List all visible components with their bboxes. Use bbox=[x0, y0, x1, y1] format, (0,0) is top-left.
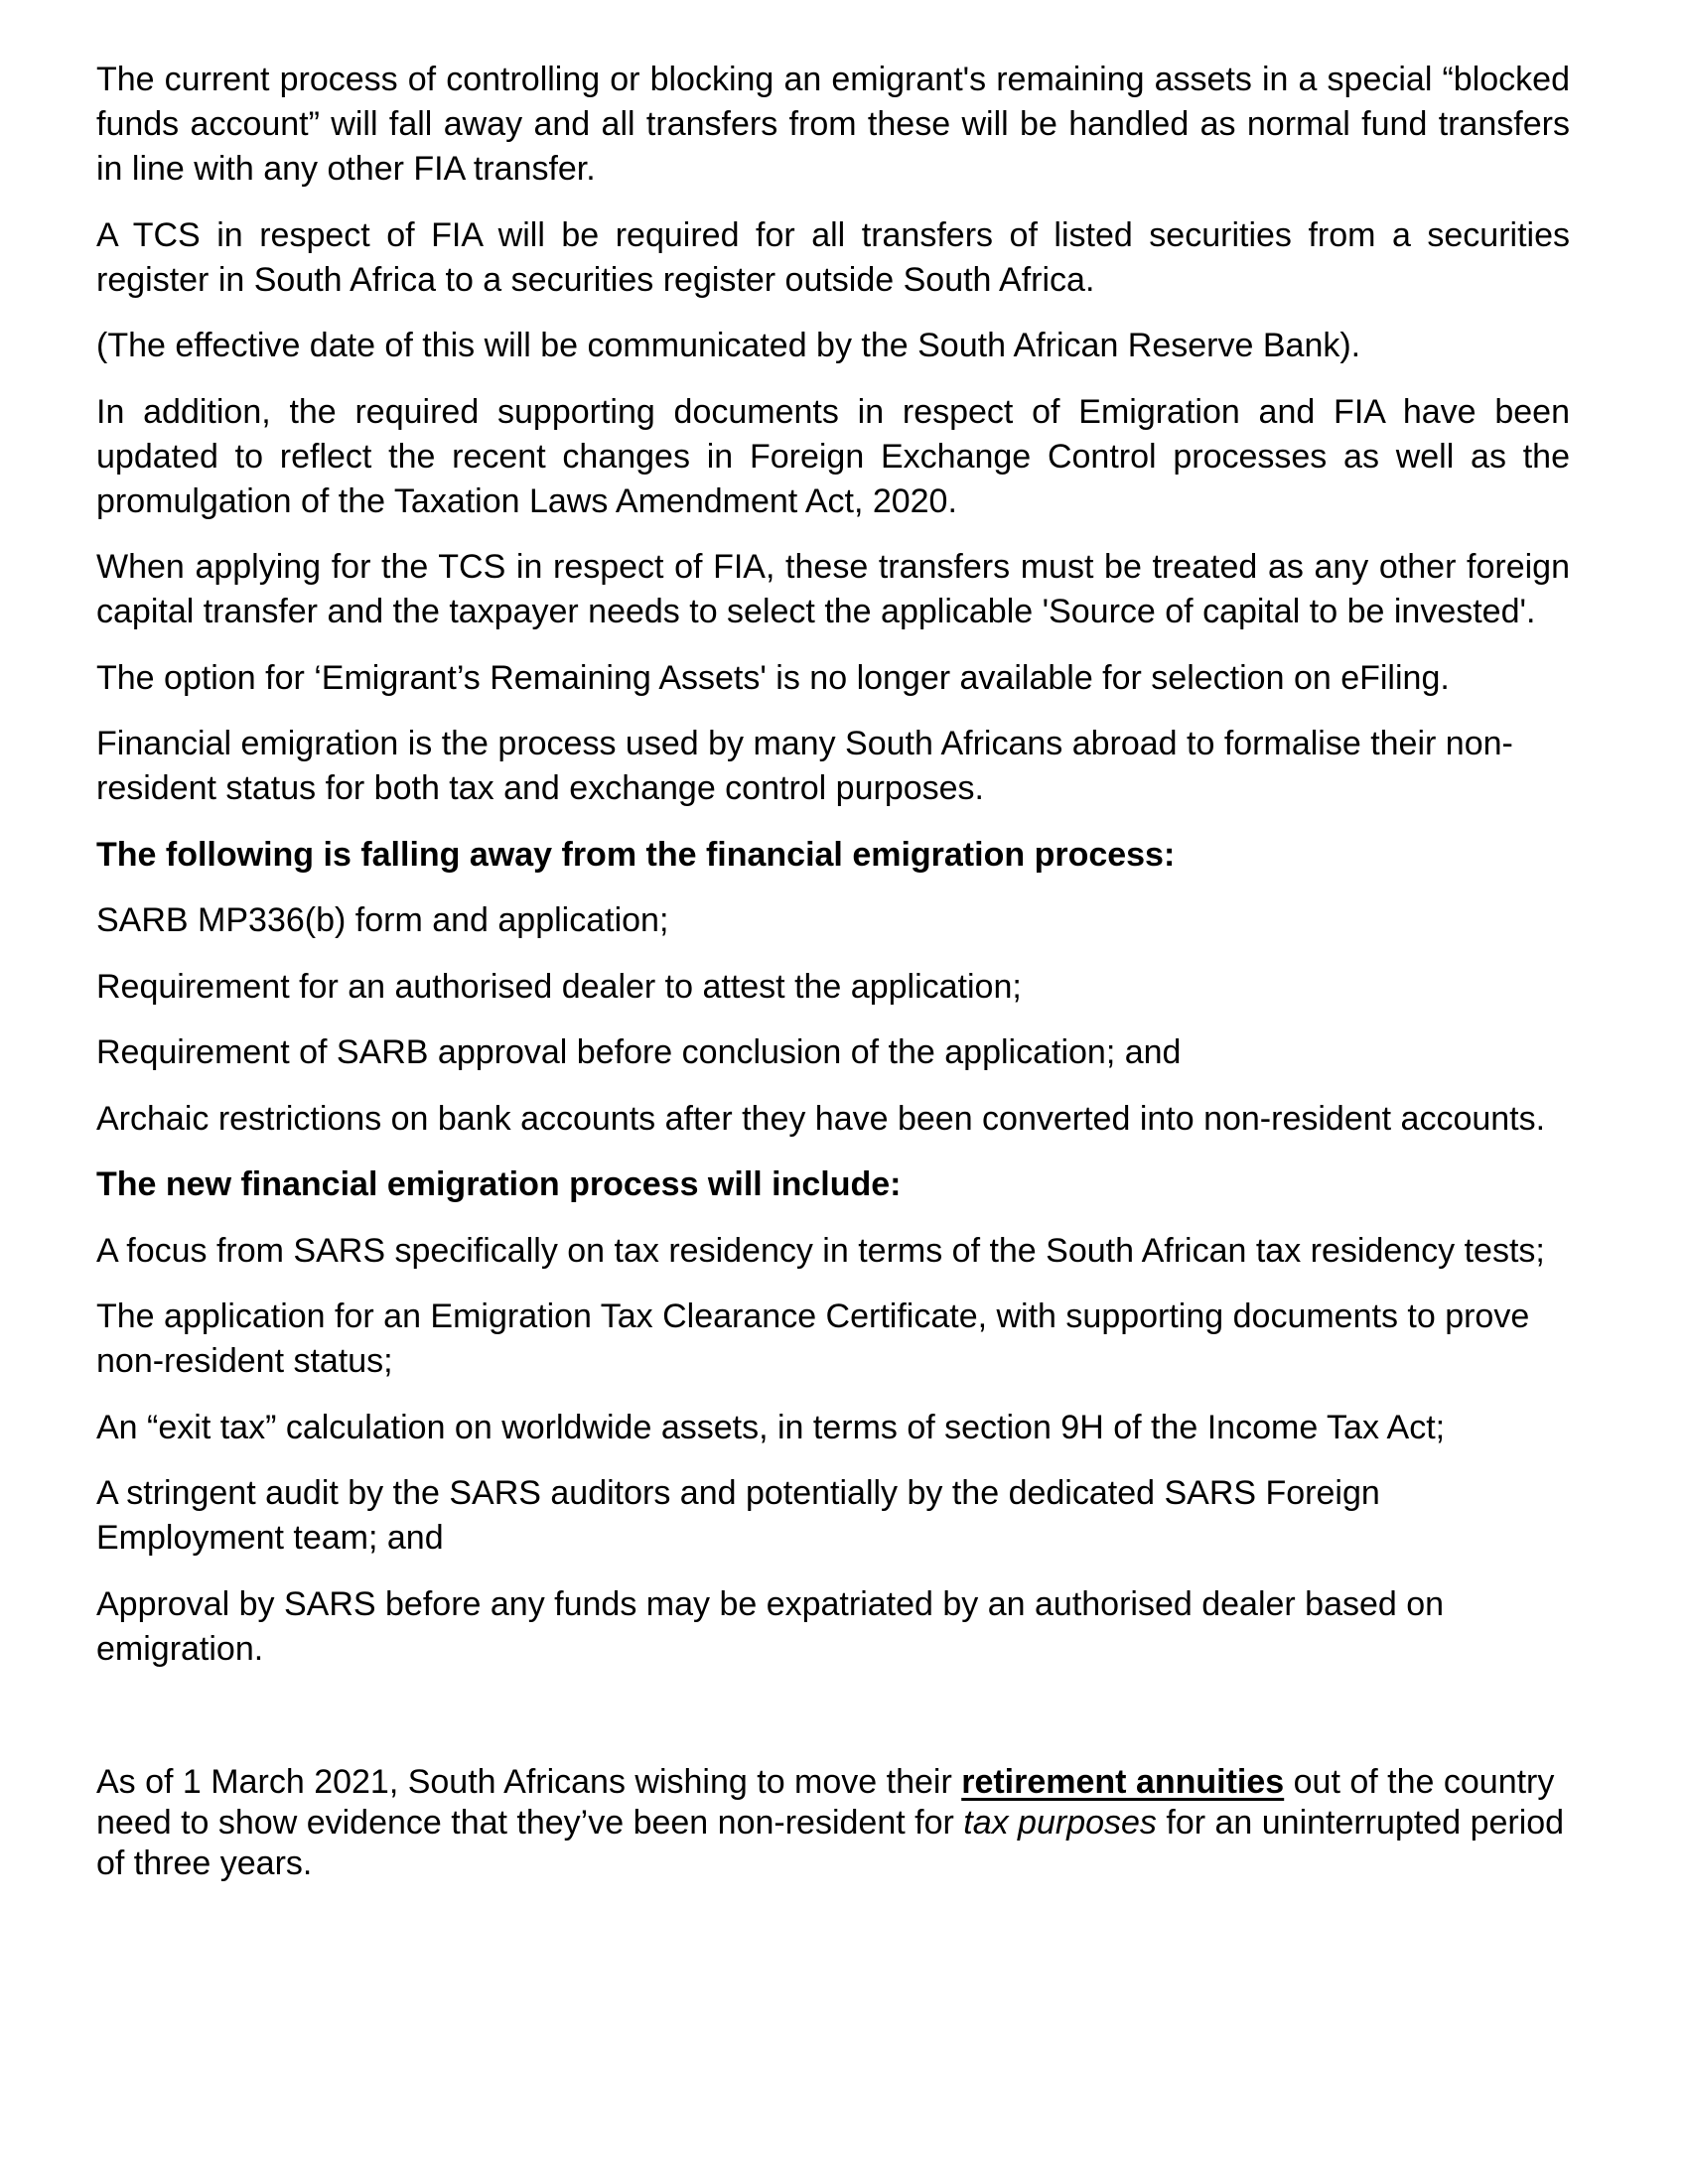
list-item-falling-away: SARB MP336(b) form and application; bbox=[96, 901, 669, 939]
paragraph-financial-emigration: Financial emigration is the process used by many South Africans abroad to formalise their non-resident status for both tax and exchange control purposes. bbox=[96, 725, 1513, 807]
list-item-falling-away: Requirement of SARB approval before conclusion of the application; and bbox=[96, 1033, 1182, 1071]
list-item-new-process: A stringent audit by the SARS auditors and potentially by the dedicated SARS Foreign Employment team; and bbox=[96, 1474, 1380, 1557]
paragraph-tcs-securities: A TCS in respect of FIA will be required for all transfers of listed securities from a securities register in South Africa to a securities register outside South Africa. bbox=[96, 215, 1570, 299]
list-item-falling-away: Requirement for an authorised dealer to attest the application; bbox=[96, 967, 1022, 1006]
paragraph-option-removed: The option for ‘Emigrant’s Remaining Assets' is no longer available for selection on eFiling. bbox=[96, 658, 1450, 697]
document-page bbox=[96, 58, 1570, 1906]
paragraph-effective-date: (The effective date of this will be communicated by the South African Reserve Bank). bbox=[96, 327, 1361, 364]
list-item-new-process: An “exit tax” calculation on worldwide assets, in terms of section 9H of the Income Tax Act; bbox=[96, 1408, 1446, 1446]
list-item-new-process: Approval by SARS before any funds may be expatriated by an authorised dealer based on emigration. bbox=[96, 1584, 1445, 1668]
retirement-text-start: As of 1 March 2021, South Africans wishing to move their bbox=[96, 1763, 962, 1801]
heading-falling-away: The following is falling away from the financial emigration process: bbox=[96, 835, 1176, 874]
paragraph-supporting-documents: In addition, the required supporting documents in respect of Emigration and FIA have been updated to reflect the recent changes in Foreign Exchange Control processes as well as the promulgation of the Taxation Laws Amendment Act, 2020. bbox=[96, 392, 1570, 520]
paragraph-retirement-annuities bbox=[96, 1762, 1570, 1884]
paragraph-applying-tcs: When applying for the TCS in respect of FIA, these transfers must be treated as any other foreign capital transfer and the taxpayer needs to select the applicable 'Source of capital to be invested'. bbox=[96, 548, 1570, 630]
list-item-new-process: The application for an Emigration Tax Clearance Certificate, with supporting documents to prove non-resident status; bbox=[96, 1297, 1530, 1380]
retirement-text-middle: out of the country need to show evidence that they’ve been non-resident for bbox=[96, 1763, 1555, 1842]
list-item-falling-away: Archaic restrictions on bank accounts after they have been converted into non-resident accounts. bbox=[96, 1099, 1546, 1138]
tax-purposes-emphasis: tax purposes bbox=[963, 1804, 1157, 1842]
heading-new-process: The new financial emigration process will include: bbox=[96, 1165, 902, 1203]
section-spacer bbox=[96, 1693, 1570, 1762]
paragraph-blocked-funds: The current process of controlling or blocking an emigrant's remaining assets in a special “blocked funds account” will fall away and all transfers from these will be handled as normal fund transfers in line with any other FIA transfer. bbox=[96, 61, 1570, 188]
retirement-annuities-link[interactable]: retirement annuities bbox=[961, 1763, 1285, 1801]
retirement-text-end: for an uninterrupted period of three years. bbox=[96, 1804, 1565, 1882]
list-item-new-process: A focus from SARS specifically on tax residency in terms of the South African tax residency tests; bbox=[96, 1231, 1545, 1270]
